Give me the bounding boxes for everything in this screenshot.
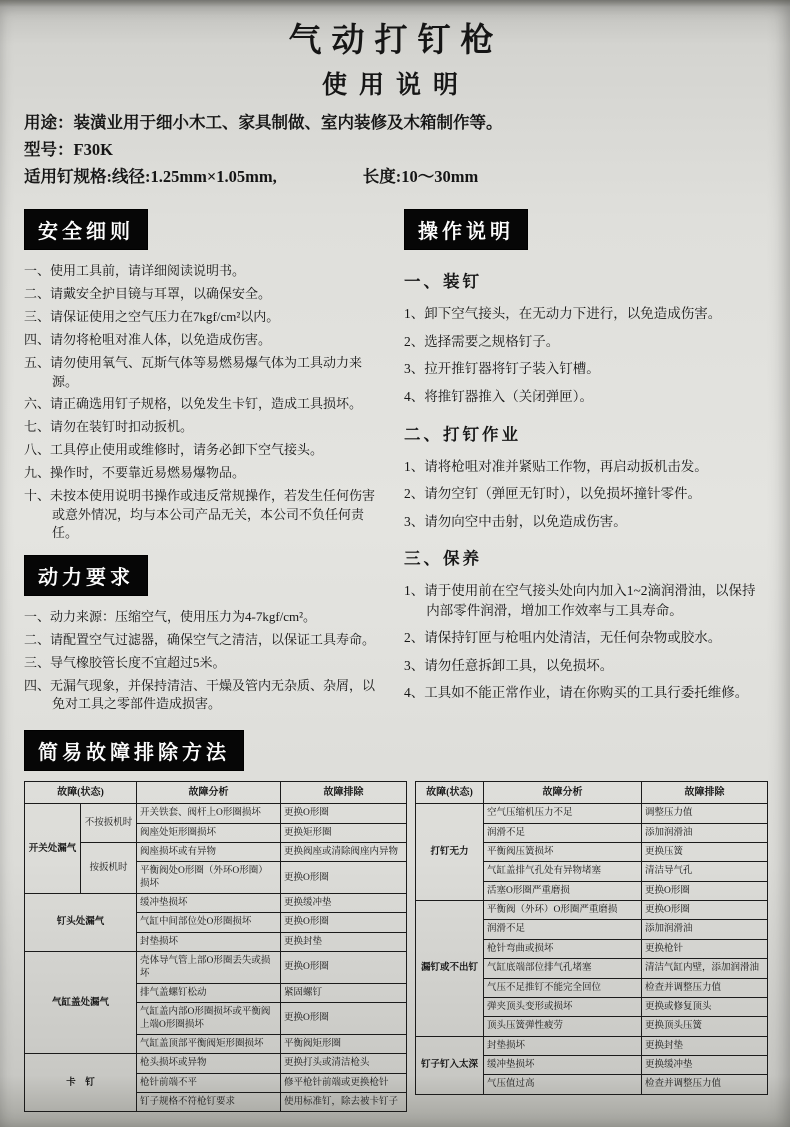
op-section-maintenance-title: 三、保养	[404, 549, 482, 569]
list-item: 三、导气橡胶管长度不宜超过5米。	[24, 655, 226, 671]
table-cell: 弹夹顶头变形或损坏	[484, 997, 642, 1016]
column-header: 故障排除	[642, 782, 768, 804]
nail-spec-diameter: 适用钉规格:线径:1.25mm×1.05mm,	[24, 166, 277, 186]
column-header: 故障分析	[484, 782, 642, 804]
op-section-nailing	[404, 421, 768, 532]
table-cell: 更换阀座或清除阀座内异物	[281, 843, 407, 862]
table-cell: 更换封垫	[281, 932, 407, 951]
list-item: 1、请将枪咀对准并紧贴工作物，再启动扳机击发。	[404, 458, 708, 474]
table-cell: 更换矩形圈	[281, 823, 407, 842]
table-cell: 更换打头或清洁枪头	[281, 1054, 407, 1073]
troubleshooting-tables	[24, 781, 768, 1112]
meta-block	[24, 111, 768, 189]
table-cell: 枪针弯曲或损坏	[484, 939, 642, 958]
table-cell: 气缸盖顶部平衡阀矩形圈损坏	[137, 1034, 281, 1053]
table-cell: 枪头损坏或异物	[137, 1054, 281, 1073]
table-cell: 更换O形圈	[642, 901, 768, 920]
two-column-body	[24, 201, 768, 718]
list-item: 五、请勿使用氧气、瓦斯气体等易燃易爆气体为工具动力来源。	[24, 355, 363, 389]
table-cell: 气压值过高	[484, 1075, 642, 1094]
op-section-loading	[404, 268, 768, 406]
list-item: 二、请戴安全护目镜与耳罩，以确保安全。	[24, 286, 272, 302]
table-cell: 空气压缩机压力不足	[484, 804, 642, 823]
column-header: 故障排除	[281, 782, 407, 804]
list-item: 2、请保持钉匣与枪咀内处清洁，无任何杂物或胶水。	[404, 630, 722, 646]
table-cell: 检查并调整压力值	[642, 1075, 768, 1094]
operation-section-heading: 操作说明	[404, 209, 528, 250]
troubleshooting-table-right	[415, 781, 768, 1094]
table-cell: 气缸盖内部O形圈损坏或平衡阀上端O形圈损坏	[137, 1003, 281, 1035]
fault-state-cell: 卡 钉	[25, 1054, 137, 1112]
table-header-row	[416, 782, 768, 804]
table-header-row	[25, 782, 407, 804]
op-section-maintenance-items	[404, 581, 768, 703]
table-cell: 封垫损坏	[137, 932, 281, 951]
fault-state-cell: 钉头处漏气	[25, 894, 137, 952]
table-cell: 壳体导气管上部O形圈丢失或损坏	[137, 952, 281, 984]
list-item: 1、请于使用前在空气接头处向内加入1~2滴润滑油，以保持内部零件润滑，增加工作效率与工具寿命。	[404, 583, 756, 618]
op-section-nailing-items	[404, 457, 768, 532]
model-line: 型号：F30K	[24, 139, 113, 159]
table-cell: 清洁气缸内壁，添加润滑油	[642, 959, 768, 978]
right-column	[404, 201, 768, 718]
column-header: 故障分析	[137, 782, 281, 804]
list-item: 一、动力来源：压缩空气，使用压力为4-7kgf/cm²。	[24, 609, 317, 625]
table-cell: 阀座损坏或有异物	[137, 843, 281, 862]
table-cell: 气缸中间部位处O形圈损坏	[137, 913, 281, 932]
fault-state-cell: 气缸盖处漏气	[25, 952, 137, 1054]
table-cell: 紧固螺钉	[281, 983, 407, 1002]
table-cell: 气压不足推钉不能完全回位	[484, 978, 642, 997]
table-cell: 更换枪针	[642, 939, 768, 958]
table-row	[416, 804, 768, 823]
table-cell: 气缸底端部位排气孔堵塞	[484, 959, 642, 978]
usage-line: 用途：装潢业用于细小木工、家具制做、室内装修及木箱制作等。	[24, 113, 503, 132]
column-header: 故障(状态)	[416, 782, 484, 804]
fault-state-cell: 打钉无力	[416, 804, 484, 901]
list-item: 十、未按本使用说明书操作或违反常规操作，若发生任何伤害或意外情况，均与本公司产品无关，本公司不负任何责任。	[24, 488, 376, 541]
table-cell: 修平枪针前端或更换枪针	[281, 1073, 407, 1092]
table-cell: 更换O形圈	[642, 881, 768, 900]
table-row	[416, 1036, 768, 1055]
table-row	[25, 1054, 407, 1073]
list-item: 2、选择需要之规格钉子。	[404, 333, 560, 349]
left-column	[24, 201, 380, 718]
page-title: 气动打钉枪	[288, 23, 504, 59]
table-cell: 平衡阀矩形圈	[281, 1034, 407, 1053]
table-row	[416, 901, 768, 920]
table-cell: 润滑不足	[484, 920, 642, 939]
table-cell: 更换O形圈	[281, 913, 407, 932]
table-cell: 清洁导气孔	[642, 862, 768, 881]
table-cell: 平衡阀（外环）O形圈严重磨损	[484, 901, 642, 920]
table-cell: 润滑不足	[484, 823, 642, 842]
table-cell: 更换O形圈	[281, 862, 407, 894]
fault-state-cell: 漏钉或不出钉	[416, 901, 484, 1036]
table-row	[25, 894, 407, 913]
table-cell: 气缸盖排气孔处有异物堵塞	[484, 862, 642, 881]
list-item: 八、工具停止使用或维修时，请务必卸下空气接头。	[24, 442, 324, 458]
list-item: 九、操作时，不要靠近易燃易爆物品。	[24, 465, 246, 481]
table-cell: 活塞O形圈严重磨损	[484, 881, 642, 900]
table-row	[25, 843, 407, 862]
table-cell: 开关铁套、阀杆上O形圈损坏	[137, 804, 281, 823]
safety-rules-list	[24, 262, 380, 542]
op-section-maintenance	[404, 545, 768, 703]
table-cell: 顶头压簧弹性疲劳	[484, 1017, 642, 1036]
table-cell: 缓冲垫损坏	[484, 1055, 642, 1074]
troubleshooting-table-left	[24, 781, 407, 1112]
troubleshooting-section-heading: 简易故障排除方法	[24, 730, 244, 771]
list-item: 二、请配置空气过滤器，确保空气之清洁，以保证工具寿命。	[24, 632, 376, 648]
table-cell: 更换顶头压簧	[642, 1017, 768, 1036]
table-row	[25, 952, 407, 984]
table-cell: 缓冲垫损坏	[137, 894, 281, 913]
power-requirements-list	[24, 608, 380, 714]
table-cell: 平衡阀处O形圈（外环O形圈）损坏	[137, 862, 281, 894]
table-cell: 添加润滑油	[642, 920, 768, 939]
table-cell: 更换O形圈	[281, 804, 407, 823]
table-cell: 枪针前端不平	[137, 1073, 281, 1092]
nail-spec-line	[24, 165, 768, 190]
fault-state-cell: 钉子钉入太深	[416, 1036, 484, 1094]
table-cell: 更换或修复顶头	[642, 997, 768, 1016]
list-item: 七、请勿在装钉时扣动扳机。	[24, 419, 194, 435]
table-cell: 封垫损坏	[484, 1036, 642, 1055]
table-cell: 阀座处矩形圈损坏	[137, 823, 281, 842]
table-cell: 检查并调整压力值	[642, 978, 768, 997]
table-cell: 更换压簧	[642, 843, 768, 862]
list-item: 3、请勿任意拆卸工具，以免损坏。	[404, 657, 614, 673]
list-item: 2、请勿空钉（弹匣无钉时），以免损坏撞针零件。	[404, 486, 701, 502]
trigger-state-cell: 不按扳机时	[81, 804, 137, 843]
table-cell: 平衡阀压簧损坏	[484, 843, 642, 862]
list-item: 四、无漏气现象，并保持清洁、干燥及管内无杂质、杂屑，以免对工具之零部件造成损害。	[24, 678, 376, 712]
table-row	[25, 804, 407, 823]
table-cell: 添加润滑油	[642, 823, 768, 842]
column-header: 故障(状态)	[25, 782, 137, 804]
list-item: 1、卸下空气接头，在无动力下进行，以免造成伤害。	[404, 306, 722, 322]
list-item: 一、使用工具前，请详细阅读说明书。	[24, 263, 246, 279]
op-section-loading-title: 一、装钉	[404, 272, 482, 292]
table-cell: 更换缓冲垫	[281, 894, 407, 913]
fault-state-cell: 开关处漏气	[25, 804, 81, 894]
table-cell: 排气盖螺钉松动	[137, 983, 281, 1002]
power-section-heading: 动力要求	[24, 555, 148, 596]
safety-section-heading: 安全细则	[24, 209, 148, 250]
op-section-nailing-title: 二、打钉作业	[404, 424, 521, 444]
trigger-state-cell: 按扳机时	[81, 843, 137, 894]
table-cell: 使用标准钉，除去被卡钉子	[281, 1092, 407, 1111]
table-cell: 调整压力值	[642, 804, 768, 823]
table-cell: 更换O形圈	[281, 1003, 407, 1035]
table-cell: 钉子规格不符枪钉要求	[137, 1092, 281, 1111]
nail-spec-length: 长度:10～30mm	[362, 166, 479, 186]
page-subtitle: 使用说明	[321, 72, 470, 99]
list-item: 4、工具如不能正常作业，请在你购买的工具行委托维修。	[404, 685, 749, 701]
table-cell: 更换O形圈	[281, 952, 407, 984]
list-item: 六、请正确选用钉子规格，以免发生卡钉，造成工具损坏。	[24, 396, 363, 412]
op-section-loading-items	[404, 304, 768, 406]
list-item: 3、拉开推钉器将钉子装入钉槽。	[404, 361, 600, 377]
list-item: 四、请勿将枪咀对准人体，以免造成伤害。	[24, 332, 272, 348]
list-item: 4、将推钉器推入（关闭弹匣）。	[404, 388, 593, 404]
table-cell: 更换缓冲垫	[642, 1055, 768, 1074]
table-cell: 更换封垫	[642, 1036, 768, 1055]
list-item: 三、请保证使用之空气压力在7kgf/cm²以内。	[24, 309, 280, 325]
list-item: 3、请勿向空中击射，以免造成伤害。	[404, 513, 627, 529]
